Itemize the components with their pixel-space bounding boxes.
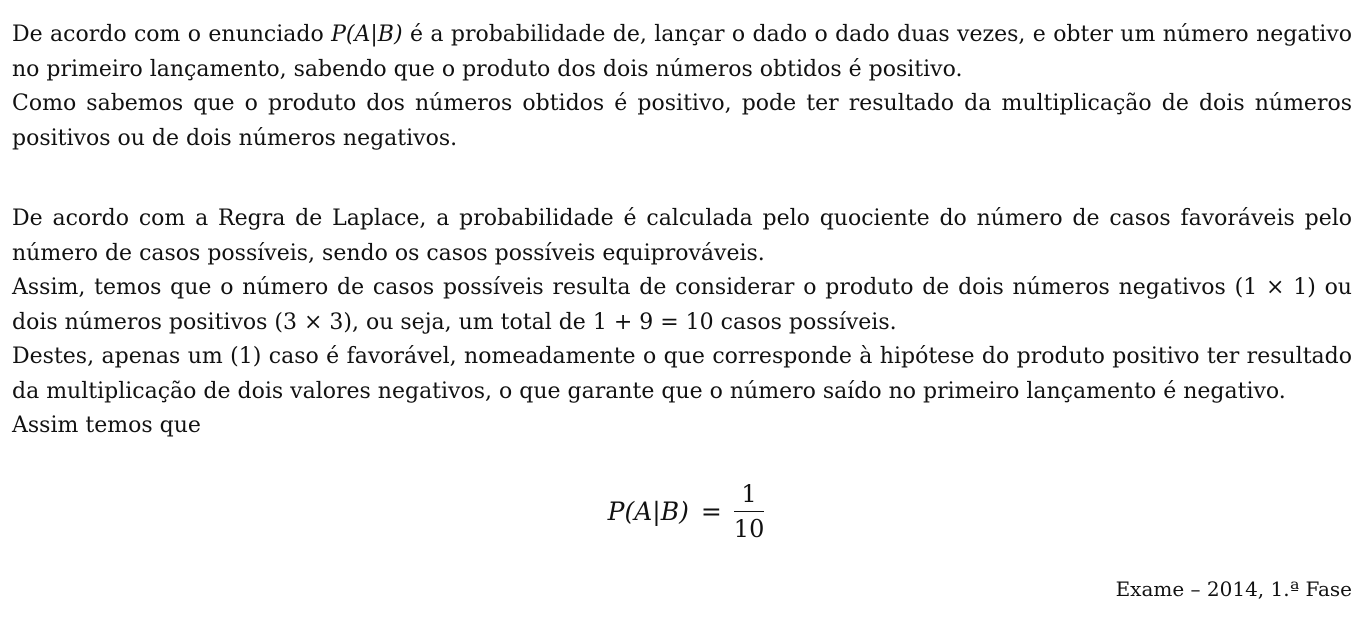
paragraph-spacer	[12, 156, 1352, 202]
fraction	[734, 480, 765, 543]
paragraph-conclusion-intro: Assim temos que	[12, 413, 201, 438]
possible-cases-text-3: , ou seja, um total de	[352, 309, 593, 335]
paragraph-definition	[12, 18, 1352, 87]
positive-product-expression: (3 × 3)	[274, 309, 352, 335]
fraction-numerator: 1	[741, 480, 757, 508]
paragraph-definition-rest: é a probabilidade de, lançar o dado o dado duas vezes, e obter um número negativo no primeiro lançamento, sabendo que o produto dos dois números obtidos é positivo.	[12, 22, 1353, 82]
paragraph-possible-cases	[12, 271, 1352, 340]
possible-cases-text-4: casos possíveis.	[713, 309, 897, 335]
exam-source-label: Exame – 2014, 1.ª Fase	[1115, 577, 1352, 601]
formula-equals: =	[700, 497, 722, 526]
probability-expression: P(A|B)	[331, 22, 403, 47]
fraction-bar	[734, 511, 765, 512]
paragraph-laplace-rule: De acordo com a Regra de Laplace, a probabilidade é calculada pelo quociente do número de casos favoráveis pelo número de casos possíveis, sendo os casos possíveis equiprováveis.	[12, 206, 1352, 266]
formula-lhs: P(A|B)	[607, 497, 689, 526]
possible-cases-text-2: ou dois números positivos	[12, 275, 1352, 335]
paragraph-definition-intro: De acordo com o enunciado	[12, 22, 332, 47]
paragraph-favorable-cases: Destes, apenas um (1) caso é favorável, nomeadamente o que corresponde à hipótese do produto positivo ter resultado da multiplicação de dois valores negativos, o que garante que o número saído no primeiro lançamento é negativo.	[12, 344, 1352, 404]
negative-product-expression: (1 × 1)	[1234, 275, 1316, 300]
paragraph-positive-product: Como sabemos que o produto dos números obtidos é positivo, pode ter resultado da multiplicação de dois números positivos ou de dois números negativos.	[12, 91, 1352, 151]
result-formula	[0, 480, 1372, 543]
fraction-denominator: 10	[733, 515, 765, 543]
possible-cases-text-1: Assim, temos que o número de casos possíveis resulta de considerar o produto de dois números negativos	[12, 275, 1235, 300]
total-cases-expression: 1 + 9 = 10	[592, 309, 714, 335]
